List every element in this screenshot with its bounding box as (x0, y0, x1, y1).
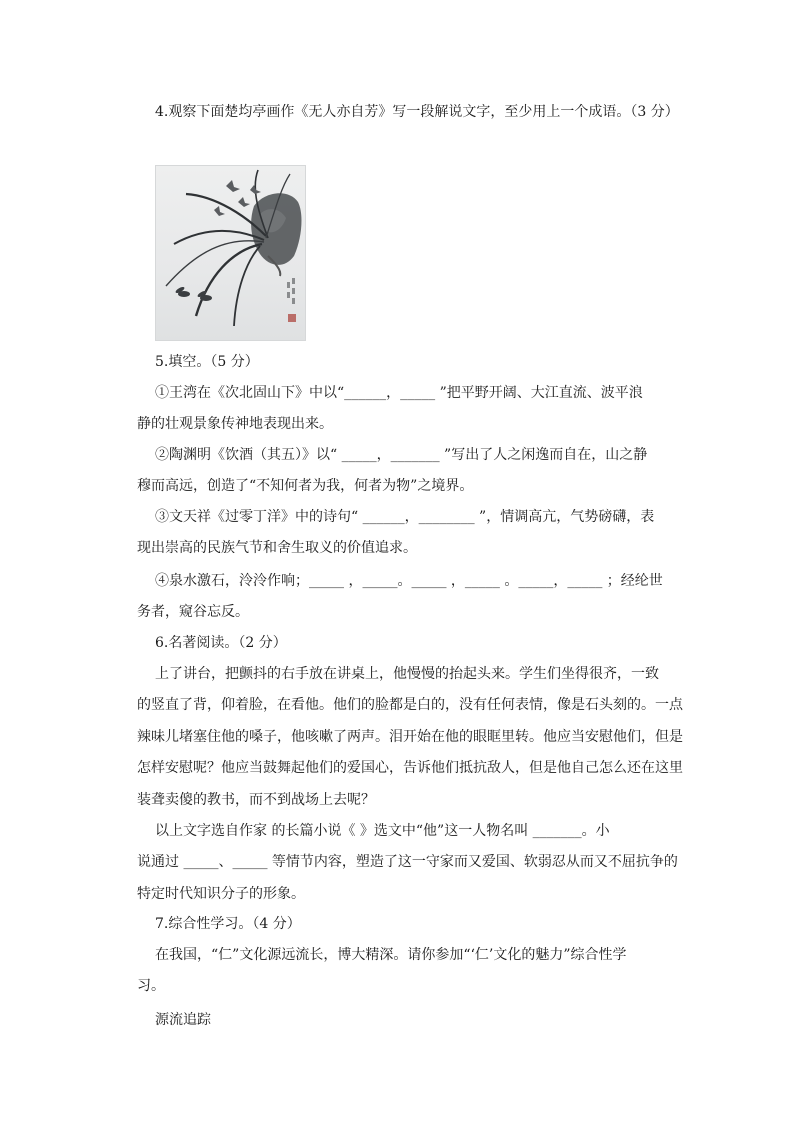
q5-line: ①王湾在《次北固山下》中以“______，_____ ”把平野开阔、大江直流、波平浪 (155, 385, 643, 401)
q6-line: 怎样安慰呢？他应当鼓舞起他们的爱国心，告诉他们抵抗敌人，但是他自己怎么还在这里 (137, 760, 683, 776)
q5-line: 现出崇高的民族气节和舍生取义的价值追求。 (137, 540, 417, 556)
q7-line: 在我国，“仁”文化源远流长，博大精深。请你参加“‘仁’文化的魅力”综合性学 (155, 947, 627, 963)
q6-passage (137, 690, 683, 816)
q5-item-4-cont (137, 597, 249, 629)
q7-intro (155, 940, 627, 972)
q6-passage-start (155, 659, 659, 691)
q5-item-1 (155, 378, 643, 410)
q7-subheading: 源流追踪 (155, 1012, 211, 1028)
q5-item-1-cont (137, 409, 333, 441)
q5-item-4 (155, 566, 663, 598)
q7-title: 7.综合性学习。（4 分） (155, 916, 301, 932)
q5-title: 5.填空。（5 分） (155, 354, 259, 370)
q7-line: 习。 (137, 978, 165, 994)
q5-item-2 (155, 440, 647, 472)
q6-line: 上了讲台，把颤抖的右手放在讲桌上，他慢慢的抬起头来。学生们坐得很齐，一致 (155, 666, 659, 682)
q5-line: ④泉水激石，泠泠作响；_____ ，_____。_____ ，_____ 。_____，_____ ；经纶世 (155, 573, 663, 589)
orchid-rock-painting-icon (155, 165, 306, 341)
q6-line: 说通过 _____、_____ 等情节内容，塑造了这一守家而又爱国、软弱忍从而又不屈抗争的 (137, 854, 678, 870)
q6-line: 特定时代知识分子的形象。 (137, 885, 305, 902)
q4-prompt: 4.观察下面楚均亭画作《无人亦自芳》写一段解说文字，至少用上一个成语。（3 分） (155, 104, 679, 120)
q5-line: 穆而高远，创造了“不知何者为我，何者为物”之境界。 (137, 478, 474, 494)
q6-line: 辣味儿堵塞住他的嗓子，他咳嗽了两声。泪开始在他的眼眶里转。他应当安慰他们，但是 (137, 728, 683, 745)
q6-line: 以上文字选自作家 的长篇小说《 》选文中“他”这一人物名叫 _______。小 (155, 823, 610, 839)
q5-item-3-cont (137, 533, 417, 565)
q6-question-cont (137, 847, 678, 910)
q7-intro-cont (137, 971, 165, 1003)
q6-line: 的竖直了背，仰着脸，在看他。他们的脸都是白的，没有任何表情，像是石头刻的。一点 (137, 697, 683, 713)
q5-line: ②陶渊明《饮酒（其五）》以“ _____，_______ ”写出了人之闲逸而自在，山之静 (155, 447, 648, 463)
q5-line: 静的壮观景象传神地表现出来。 (137, 416, 333, 432)
q5-item-2-cont (137, 471, 473, 503)
q5-line: ③文天祥《过零丁洋》中的诗句“ ______，________ ”，情调高亢，气势磅礴，表 (155, 509, 655, 525)
q5-line: 务者，窥谷忘反。 (137, 604, 249, 620)
q6-title: 6.名著阅读。（2 分） (155, 635, 287, 651)
q6-question (155, 816, 610, 848)
q6-line: 装聋卖傻的教书，而不到战场上去呢？ (137, 791, 375, 808)
q5-item-3 (155, 502, 654, 534)
